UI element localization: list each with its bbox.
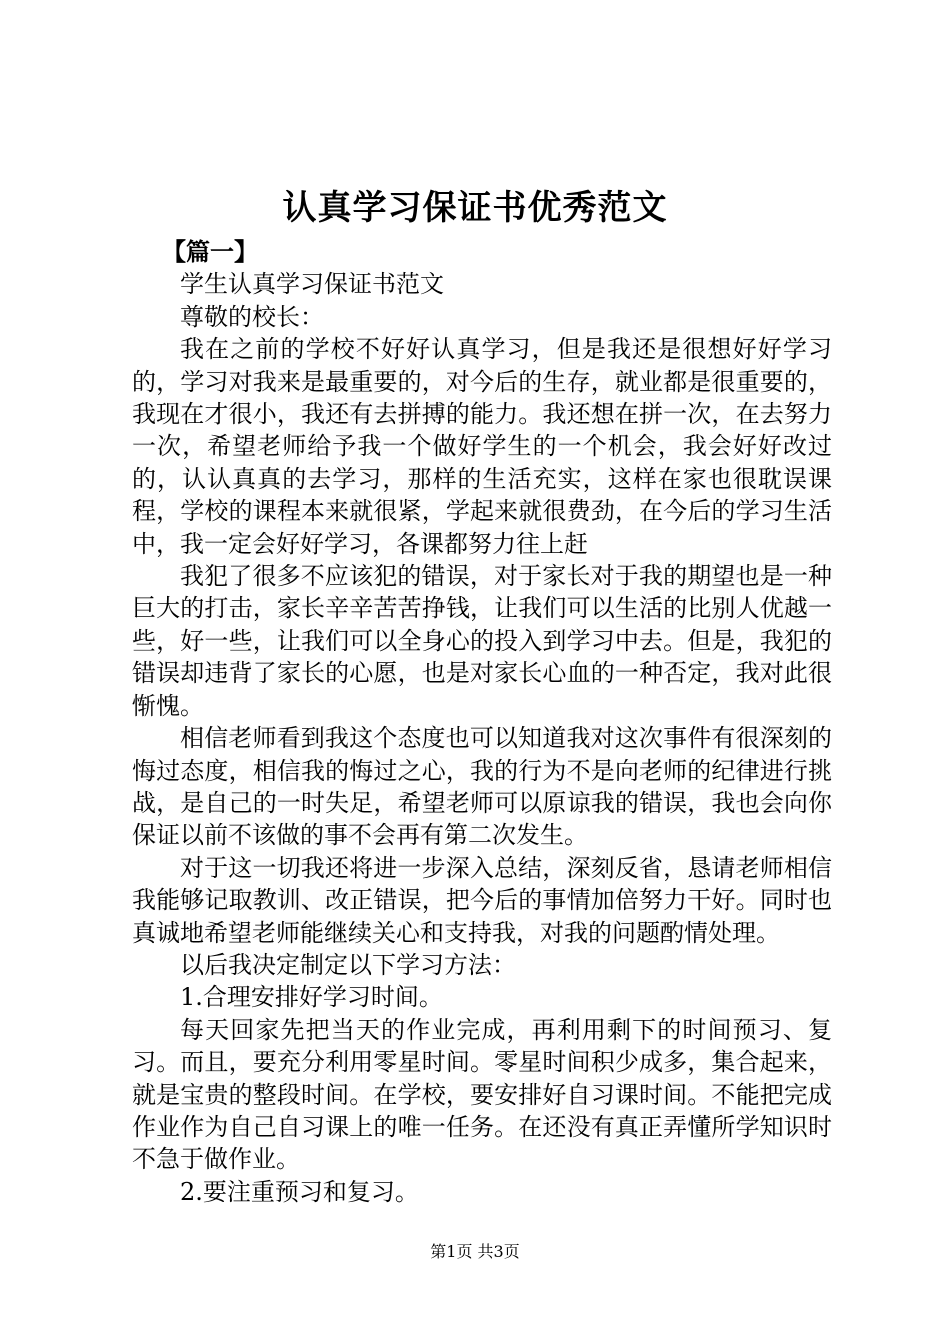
paragraph-2: 我犯了很多不应该犯的错误，对于家长对于我的期望也是一种巨大的打击，家长辛辛苦苦挣钱，让我们可以生活的比别人优越一些，好一些，让我们可以全身心的投入到学习中去。但是，我犯的错误却违背了家长的心愿，也是对家长心血的一种否定，我对此很惭愧。 [132, 562, 832, 720]
document-title: 认真学习保证书优秀范文 [282, 188, 668, 228]
method-intro: 以后我决定制定以下学习方法： [180, 950, 516, 979]
item-1-body: 每天回家先把当天的作业完成，再利用剩下的时间预习、复习。而且，要充分利用零星时间。零星时间积少成多，集合起来，就是宝贵的整段时间。在学校，要安排好自习课时间。不能把完成作业作为自己自习课上的唯一任务。在还没有真正弄懂所学知识时不急于做作业。 [132, 1015, 832, 1174]
item-1-title: 1.合理安排好学习时间。 [180, 983, 443, 1012]
salutation: 尊敬的校长： [180, 302, 324, 331]
paragraph-4: 对于这一切我还将进一步深入总结，深刻反省，恳请老师相信我能够记取教训、改正错误，把今后的事情加倍努力干好。同时也真诚地希望老师能继续关心和支持我，对我的问题酌情处理。 [132, 853, 832, 947]
item-2-title: 2.要注重预习和复习。 [180, 1177, 419, 1206]
subtitle: 学生认真学习保证书范文 [180, 270, 444, 299]
paragraph-3: 相信老师看到我这个态度也可以知道我对这次事件有很深刻的悔过态度，相信我的悔过之心，我的行为不是向老师的纪律进行挑战，是自己的一时失足，希望老师可以原谅我的错误，我也会向你保证以前不该做的事不会再有第二次发生。 [132, 724, 832, 850]
page-footer: 第1页 共3页 [430, 1242, 520, 1261]
section-label: 【篇一】 [162, 237, 258, 266]
paragraph-1: 我在之前的学校不好好认真学习，但是我还是很想好好学习的，学习对我来是最重要的，对今后的生存，就业都是很重要的，我现在才很小，我还有去拼搏的能力。我还想在拼一次，在去努力一次，希望老师给予我一个做好学生的一个机会，我会好好改过的，认认真真的去学习，那样的生活充实，这样在家也很耽误课程，学校的课程本来就很紧，学起来就很费劲，在今后的学习生活中，我一定会好好学习，各课都努力往上赶 [132, 335, 832, 558]
document-body [132, 236, 832, 1208]
